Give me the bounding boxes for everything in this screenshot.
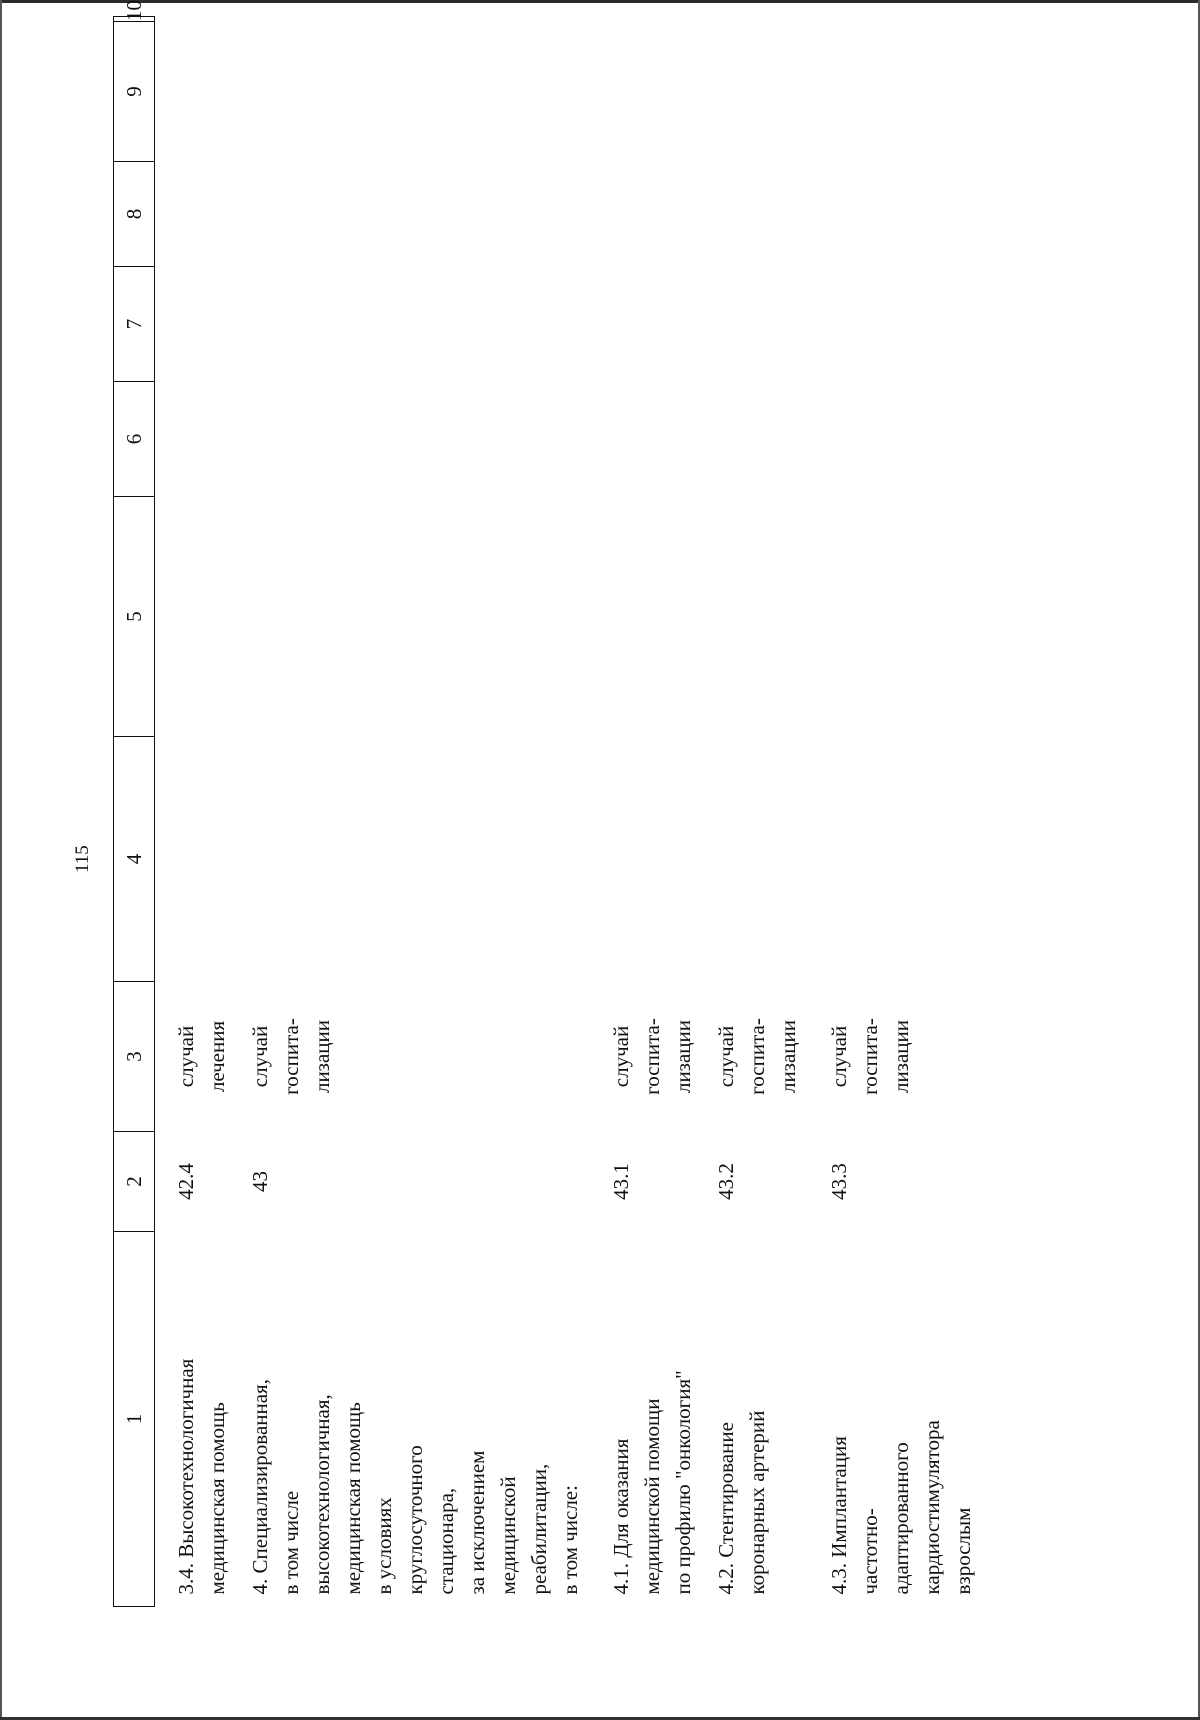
- column-number-10: 10: [114, 17, 155, 22]
- table-row: [699, 17, 804, 1607]
- row-unit: случай госпита- лизации: [827, 1018, 913, 1095]
- row-name: 4.2. Стентирование коронарных артерий: [714, 1410, 769, 1595]
- row-code: 43.1: [609, 1163, 633, 1200]
- column-number-8: 8: [114, 162, 155, 267]
- page-number: 115: [72, 845, 93, 873]
- column-number-6: 6: [114, 382, 155, 497]
- row-name: 3.4. Высокотехнологичная медицинская помощь: [174, 1358, 229, 1595]
- column-number-5: 5: [114, 497, 155, 737]
- table-row: [233, 17, 586, 1607]
- column-number-4: 4: [114, 737, 155, 982]
- table-row: [586, 17, 699, 1607]
- row-code: 43: [248, 1171, 272, 1192]
- column-number-9: 9: [114, 22, 155, 162]
- row-name: 4.3. Имплантация частотно- адаптированного кардиостимулятора взрослым: [827, 1420, 975, 1595]
- row-code: 43.2: [714, 1163, 738, 1200]
- row-code: 43.3: [827, 1163, 851, 1200]
- table-row: [804, 17, 979, 1607]
- column-number-7: 7: [114, 267, 155, 382]
- row-unit: случай госпита- лизации: [609, 1018, 695, 1095]
- row-unit: случай госпита- лизации: [714, 1018, 800, 1095]
- row-unit: случай госпита- лизации: [248, 1018, 334, 1095]
- row-name: 4. Специализированная, в том числе высокотехнологичная, медицинская помощь в условиях круглосуточного стационара, за исключением медицинской реабилитации, в том числе:: [248, 1379, 582, 1595]
- column-number-1: 1: [114, 1232, 155, 1607]
- table-row: [155, 17, 234, 1607]
- data-table: [113, 0, 979, 1607]
- row-code: 42.4: [174, 1163, 198, 1200]
- row-unit: случай лечения: [174, 1020, 229, 1093]
- column-number-3: 3: [114, 982, 155, 1132]
- header-row: [114, 17, 155, 1607]
- column-number-2: 2: [114, 1132, 155, 1232]
- row-name: 4.1. Для оказания медицинской помощи по профилю "онкология": [609, 1370, 695, 1595]
